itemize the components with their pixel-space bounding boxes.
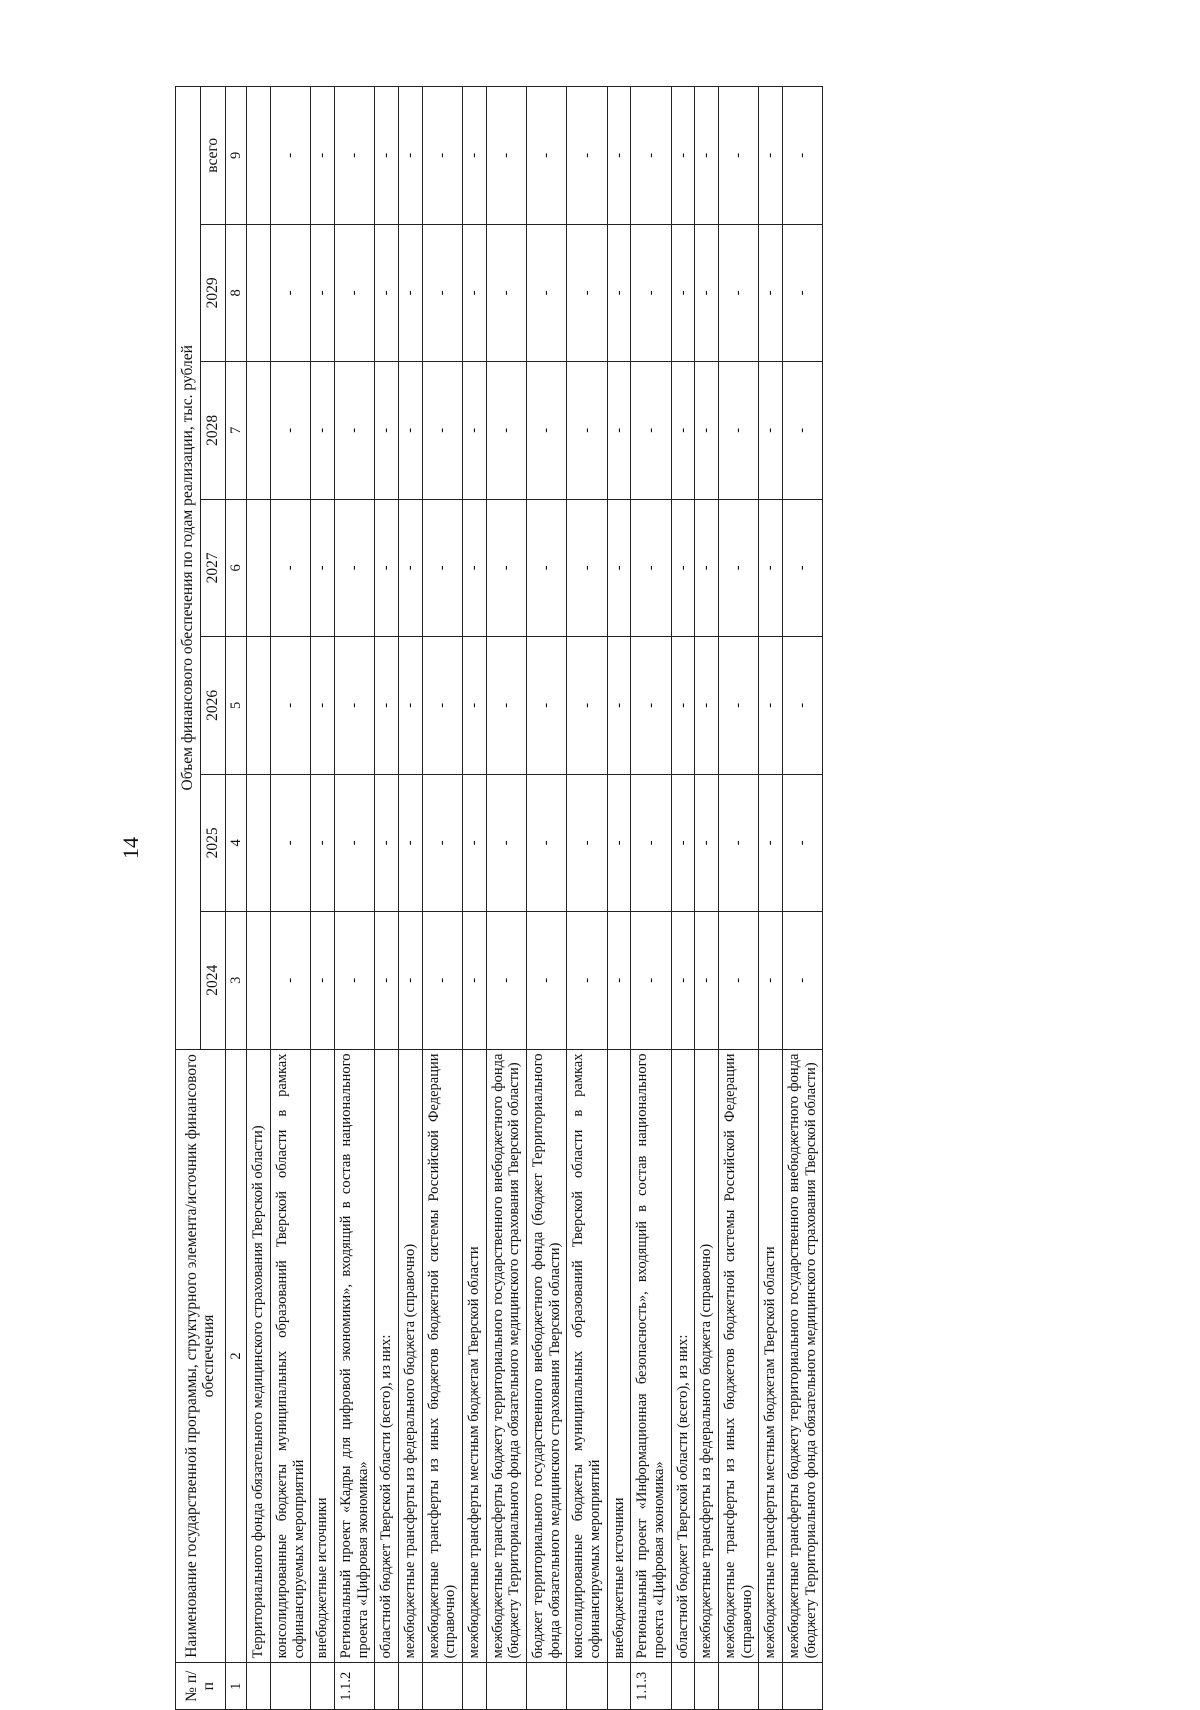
row-value: - [783, 499, 823, 636]
header-year: всего [200, 87, 225, 225]
column-number: 5 [225, 637, 247, 774]
row-value: - [311, 224, 335, 361]
row-value: - [567, 224, 607, 361]
header-year: 2026 [200, 637, 225, 774]
table-row [607, 87, 631, 1710]
row-value: - [783, 912, 823, 1049]
column-number: 3 [225, 912, 247, 1049]
row-name: внебюджетные источники [311, 1049, 335, 1663]
column-number: 7 [225, 362, 247, 499]
table-row [486, 87, 526, 1710]
row-value: - [270, 87, 310, 225]
row-value: - [783, 224, 823, 361]
row-value: - [422, 912, 462, 1049]
row-value: - [527, 87, 567, 225]
row-value: - [311, 637, 335, 774]
row-value: - [631, 637, 671, 774]
row-value [247, 87, 271, 225]
column-number-row [225, 87, 247, 1710]
table-row [247, 87, 271, 1710]
row-name: внебюджетные источники [607, 1049, 631, 1663]
row-value: - [671, 362, 695, 499]
row-value: - [375, 774, 399, 911]
header-year: 2027 [200, 499, 225, 636]
row-value: - [422, 362, 462, 499]
row-value [247, 774, 271, 911]
row-value: - [695, 362, 719, 499]
row-value: - [783, 637, 823, 774]
row-value: - [334, 637, 374, 774]
row-value: - [375, 912, 399, 1049]
row-value: - [311, 87, 335, 225]
row-name: межбюджетные трансферты бюджету территориального государственного внебюджетного фонда (бюджету Территориального фонда обязательного медицинского страхования Тверской области) [486, 1049, 526, 1663]
row-number: 1.1.2 [334, 1663, 374, 1710]
row-value: - [527, 224, 567, 361]
row-number [759, 1663, 783, 1710]
row-value: - [719, 224, 759, 361]
table-row [783, 87, 823, 1710]
table-row [719, 87, 759, 1710]
row-number [270, 1663, 310, 1710]
column-number: 4 [225, 774, 247, 911]
row-name: межбюджетные трансферты из иных бюджетов бюджетной системы Российской Федерации (справочно) [719, 1049, 759, 1663]
row-value: - [270, 362, 310, 499]
row-value: - [463, 224, 487, 361]
header-group: Объем финансового обеспечения по годам реализации, тыс. рублей [176, 87, 201, 1050]
row-value: - [759, 499, 783, 636]
row-value [247, 362, 271, 499]
rotated-table-container [175, 86, 1112, 1710]
row-value: - [671, 637, 695, 774]
row-value: - [486, 774, 526, 911]
row-value: - [270, 912, 310, 1049]
row-value: - [719, 912, 759, 1049]
row-value: - [567, 774, 607, 911]
row-value: - [671, 774, 695, 911]
table-row [270, 87, 310, 1710]
row-number [607, 1663, 631, 1710]
row-value: - [375, 224, 399, 361]
header-year: 2025 [200, 774, 225, 911]
row-value: - [334, 362, 374, 499]
row-value: - [527, 362, 567, 499]
column-number: 6 [225, 499, 247, 636]
row-number [486, 1663, 526, 1710]
financing-table [175, 86, 823, 1710]
row-value: - [607, 637, 631, 774]
row-value: - [486, 499, 526, 636]
row-value: - [334, 774, 374, 911]
row-value: - [375, 87, 399, 225]
row-value [247, 499, 271, 636]
row-value: - [399, 224, 423, 361]
row-number [567, 1663, 607, 1710]
row-value: - [270, 499, 310, 636]
row-value: - [607, 362, 631, 499]
row-value: - [567, 637, 607, 774]
row-value: - [422, 774, 462, 911]
row-value: - [422, 637, 462, 774]
row-value: - [311, 774, 335, 911]
row-value: - [567, 499, 607, 636]
row-value: - [631, 362, 671, 499]
row-value: - [631, 87, 671, 225]
header-year: 2029 [200, 224, 225, 361]
row-value: - [527, 774, 567, 911]
row-value: - [375, 499, 399, 636]
row-value: - [607, 224, 631, 361]
row-value: - [463, 912, 487, 1049]
header-name: Наименование государственной программы, структурного элемента/источник финансового обеспечения [176, 1049, 226, 1663]
row-value: - [527, 499, 567, 636]
row-value: - [607, 499, 631, 636]
table-row [695, 87, 719, 1710]
table-row [567, 87, 607, 1710]
row-name: областной бюджет Тверской области (всего), из них: [375, 1049, 399, 1663]
row-value: - [311, 362, 335, 499]
row-value: - [631, 499, 671, 636]
row-value: - [399, 362, 423, 499]
row-value: - [671, 224, 695, 361]
row-value: - [567, 362, 607, 499]
row-value: - [631, 224, 671, 361]
header-num: № п/п [176, 1663, 226, 1710]
row-value: - [270, 774, 310, 911]
row-value: - [695, 912, 719, 1049]
row-number [375, 1663, 399, 1710]
row-name: консолидированные бюджеты муниципальных образований Тверской области в рамках софинансируемых мероприятий [567, 1049, 607, 1663]
row-value: - [399, 499, 423, 636]
row-name: межбюджетные трансферты из федерального бюджета (справочно) [399, 1049, 423, 1663]
table-row [399, 87, 423, 1710]
table-row [527, 87, 567, 1710]
row-name: областной бюджет Тверской области (всего), из них: [671, 1049, 695, 1663]
row-name: межбюджетные трансферты из иных бюджетов бюджетной системы Российской Федерации (справочно) [422, 1049, 462, 1663]
row-number [422, 1663, 462, 1710]
column-number: 1 [225, 1663, 247, 1710]
table-row [759, 87, 783, 1710]
table-row [311, 87, 335, 1710]
row-value [247, 637, 271, 774]
row-value: - [463, 362, 487, 499]
row-number [719, 1663, 759, 1710]
row-name: бюджет территориального государственного внебюджетного фонда (бюджет Территориального фонда обязательного медицинского страхования Тверской области) [527, 1049, 567, 1663]
header-row-1 [176, 87, 201, 1710]
row-value: - [270, 637, 310, 774]
row-value: - [463, 87, 487, 225]
row-value: - [695, 774, 719, 911]
row-name: Региональный проект «Информационная безопасность», входящий в состав национального проекта «Цифровая экономика» [631, 1049, 671, 1663]
row-value: - [422, 499, 462, 636]
row-number [783, 1663, 823, 1710]
row-value: - [422, 87, 462, 225]
row-number: 1.1.3 [631, 1663, 671, 1710]
row-value: - [527, 912, 567, 1049]
row-value: - [334, 912, 374, 1049]
row-value: - [375, 637, 399, 774]
table-row [631, 87, 671, 1710]
header-year: 2024 [200, 912, 225, 1049]
row-value: - [719, 637, 759, 774]
row-name: консолидированные бюджеты муниципальных образований Тверской области в рамках софинансируемых мероприятий [270, 1049, 310, 1663]
row-name: межбюджетные трансферты бюджету территориального государственного внебюджетного фонда (бюджету Территориального фонда обязательного медицинского страхования Тверской области) [783, 1049, 823, 1663]
row-value: - [719, 774, 759, 911]
row-value: - [671, 499, 695, 636]
row-value: - [759, 87, 783, 225]
row-value: - [527, 637, 567, 774]
row-number [311, 1663, 335, 1710]
row-name: межбюджетные трансферты из федерального бюджета (справочно) [695, 1049, 719, 1663]
header-year: 2028 [200, 362, 225, 499]
row-value: - [486, 224, 526, 361]
row-value [247, 912, 271, 1049]
row-value: - [759, 362, 783, 499]
row-value: - [607, 774, 631, 911]
row-value: - [671, 87, 695, 225]
row-value: - [759, 224, 783, 361]
row-value: - [567, 912, 607, 1049]
row-value: - [486, 362, 526, 499]
row-value: - [695, 224, 719, 361]
row-value: - [334, 87, 374, 225]
row-value: - [399, 87, 423, 225]
row-value: - [607, 912, 631, 1049]
page-number: 14 [118, 837, 143, 859]
row-value: - [399, 637, 423, 774]
row-value: - [463, 499, 487, 636]
row-number [247, 1663, 271, 1710]
row-value: - [399, 774, 423, 911]
row-value: - [463, 774, 487, 911]
row-number [671, 1663, 695, 1710]
row-value: - [607, 87, 631, 225]
row-value: - [375, 362, 399, 499]
column-number: 2 [225, 1049, 247, 1663]
row-number [695, 1663, 719, 1710]
row-value: - [422, 224, 462, 361]
table-row [375, 87, 399, 1710]
row-value: - [783, 87, 823, 225]
row-value: - [270, 224, 310, 361]
row-value: - [695, 499, 719, 636]
row-value [247, 224, 271, 361]
row-value: - [783, 774, 823, 911]
row-value: - [486, 87, 526, 225]
row-value: - [334, 224, 374, 361]
row-value: - [334, 499, 374, 636]
row-value: - [631, 774, 671, 911]
row-value: - [719, 362, 759, 499]
row-number [463, 1663, 487, 1710]
column-number: 9 [225, 87, 247, 225]
row-value: - [486, 912, 526, 1049]
column-number: 8 [225, 224, 247, 361]
row-value: - [567, 87, 607, 225]
row-value: - [783, 362, 823, 499]
row-name: Региональный проект «Кадры для цифровой экономики», входящий в состав национального проекта «Цифровая экономика» [334, 1049, 374, 1663]
row-value: - [486, 637, 526, 774]
row-value: - [311, 912, 335, 1049]
row-value: - [719, 499, 759, 636]
row-value: - [463, 637, 487, 774]
row-value: - [759, 774, 783, 911]
row-value: - [631, 912, 671, 1049]
row-value: - [759, 912, 783, 1049]
table-row [671, 87, 695, 1710]
table-row [334, 87, 374, 1710]
row-number [399, 1663, 423, 1710]
row-name: Территориального фонда обязательного медицинского страхования Тверской области) [247, 1049, 271, 1663]
row-name: межбюджетные трансферты местным бюджетам Тверской области [463, 1049, 487, 1663]
row-name: межбюджетные трансферты местным бюджетам Тверской области [759, 1049, 783, 1663]
row-value: - [695, 87, 719, 225]
table-row [463, 87, 487, 1710]
row-number [527, 1663, 567, 1710]
table-row [422, 87, 462, 1710]
row-value: - [759, 637, 783, 774]
row-value: - [311, 499, 335, 636]
row-value: - [399, 912, 423, 1049]
row-value: - [671, 912, 695, 1049]
row-value: - [719, 87, 759, 225]
row-value: - [695, 637, 719, 774]
